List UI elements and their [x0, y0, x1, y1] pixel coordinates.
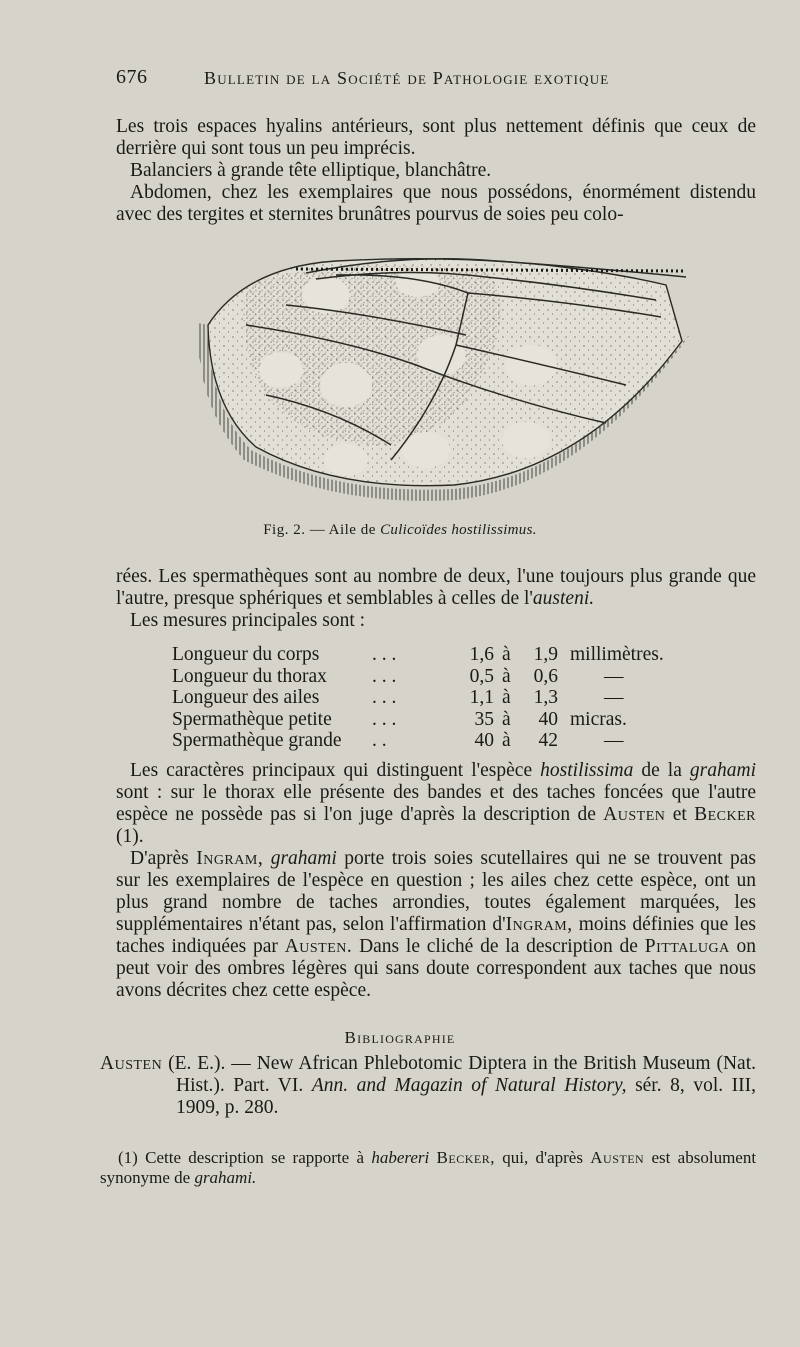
text: porte trois soies scutellaires qui ne se trouvent pas sur les exemplaires de l'espèce en question ; les ailes chez cette espèce, ont un plus grand nombre de taches arrondies, toutes également marquées, les supplémentaires n'étant pas, selon l'affirmation d': [116, 848, 756, 935]
measure-min: 1,6: [469, 644, 494, 665]
measure-label: Longueur du corps: [172, 644, 320, 665]
caption-species: Culicoïdes hostilissimus.: [380, 522, 537, 538]
measurements-table: [172, 644, 732, 752]
paragraph: Les trois espaces hyalins antérieurs, sont plus nettement définis que ceux de derrière qui sont tous un peu imprécis.: [116, 116, 756, 159]
text: Dans le cliché de la description de: [359, 936, 638, 957]
measure-to: à: [502, 708, 511, 730]
journal-name: Ann. and Magazin of Natural History,: [311, 1075, 627, 1096]
author-name: Ingram,: [196, 848, 264, 869]
measure-max: 1,9: [533, 644, 558, 665]
page-header: [116, 66, 756, 96]
species-name: grahami: [270, 848, 337, 869]
species-name: grahami: [689, 760, 756, 781]
measure-unit: micras.: [570, 708, 627, 730]
measure-unit: —: [604, 665, 624, 687]
footnote-ref: (1).: [116, 826, 144, 847]
text: de la: [641, 760, 682, 781]
footnote: [100, 1148, 756, 1188]
text: (1) Cette description se rapporte à: [118, 1148, 365, 1167]
bibliography-entry: [100, 1053, 756, 1119]
measure-max: 40: [538, 708, 558, 730]
page-number: 676: [116, 66, 148, 88]
species-name: grahami.: [194, 1168, 257, 1187]
author-name: Ingram,: [505, 914, 573, 935]
leader-dots: . . .: [372, 708, 397, 730]
measure-min: 35: [474, 708, 494, 730]
measure-unit: —: [604, 730, 624, 751]
text: on peut voir des ombres légères qui sans doute correspondent aux taches que nous avons décrites chez cette espèce.: [116, 936, 757, 1001]
author-name: Becker,: [436, 1148, 495, 1167]
author-name: Austen: [603, 804, 666, 825]
measure-max: 42: [538, 730, 558, 751]
table-row: [172, 666, 732, 688]
text: qui, d'après: [502, 1148, 583, 1167]
text: est absolument synonyme de: [100, 1148, 757, 1187]
measure-to: à: [502, 665, 511, 687]
leader-dots: . .: [372, 730, 387, 751]
table-row: [172, 687, 732, 709]
wing-figure: [186, 245, 696, 513]
measure-min: 0,5: [469, 665, 494, 687]
species-name: austeni.: [532, 588, 595, 609]
text: moins définies que les taches indiquées par: [116, 914, 757, 957]
measure-min: 40: [474, 730, 494, 751]
author-name: Becker: [694, 804, 757, 825]
author-name: Austen: [100, 1053, 163, 1074]
intro-text: [116, 116, 756, 226]
author-name: Pittaluga: [644, 936, 730, 957]
caption-prefix: Fig. 2. — Aile de: [263, 522, 376, 538]
table-row: [172, 730, 732, 752]
paragraph: [116, 760, 756, 848]
measure-max: 1,3: [533, 687, 558, 708]
paragraph: [116, 848, 756, 1002]
measure-label: Spermathèque grande: [172, 730, 342, 751]
text: (E. E.). — New African Phlebotomic Diptera in the British Museum (Nat. Hist.). Part. VI.: [168, 1053, 756, 1096]
bibliography-title: Bibliographie: [344, 1028, 456, 1047]
paragraph: [116, 566, 756, 610]
reference: [100, 1053, 756, 1119]
text: sont : sur le thorax elle présente des bandes et des taches foncées que l'autre espèce ne possède pas si l'on juge d'après la description de: [116, 782, 756, 825]
measure-label: Spermathèque petite: [172, 708, 332, 730]
measure-unit: —: [604, 687, 624, 708]
leader-dots: . . .: [372, 644, 397, 665]
author-name: Austen: [590, 1148, 645, 1167]
author-name: Austen.: [284, 936, 353, 957]
discussion-text: [116, 760, 756, 1002]
species-name: hostilissima: [540, 760, 634, 781]
text: sér. 8, vol. III, 1909, p. 280.: [176, 1075, 757, 1118]
table-row: [172, 709, 732, 731]
text: D'après: [130, 848, 189, 869]
paragraph: Balanciers à grande tête elliptique, blanchâtre.: [130, 160, 492, 181]
figure-caption: [0, 522, 800, 539]
footnote-text: [100, 1148, 756, 1188]
text: et: [672, 804, 687, 825]
paragraph: Les mesures principales sont :: [130, 610, 366, 631]
measure-label: Longueur du thorax: [172, 665, 327, 687]
measure-min: 1,1: [469, 687, 494, 708]
measure-label: Longueur des ailes: [172, 687, 320, 708]
species-name: habereri: [371, 1148, 430, 1167]
continuation-text: [116, 566, 756, 632]
leader-dots: . . .: [372, 687, 397, 708]
measure-to: à: [502, 730, 511, 751]
text: Les caractères principaux qui distinguent l'espèce: [130, 760, 533, 781]
measure-to: à: [502, 644, 511, 665]
leader-dots: . . .: [372, 665, 397, 687]
paragraph: Abdomen, chez les exemplaires que nous possédons, énormément distendu avec des tergites et sternites brunâtres pourvus de soies peu colo-: [116, 182, 756, 225]
table-row: [172, 644, 732, 666]
measure-unit: millimètres.: [570, 644, 664, 665]
measure-max: 0,6: [533, 665, 558, 687]
running-head: Bulletin de la Société de Pathologie exotique: [204, 68, 610, 88]
text: rées. Les spermathèques sont au nombre de deux, l'une toujours plus grande que l'autre, presque sphériques et semblables à celles de l': [116, 566, 756, 609]
measure-to: à: [502, 687, 511, 708]
